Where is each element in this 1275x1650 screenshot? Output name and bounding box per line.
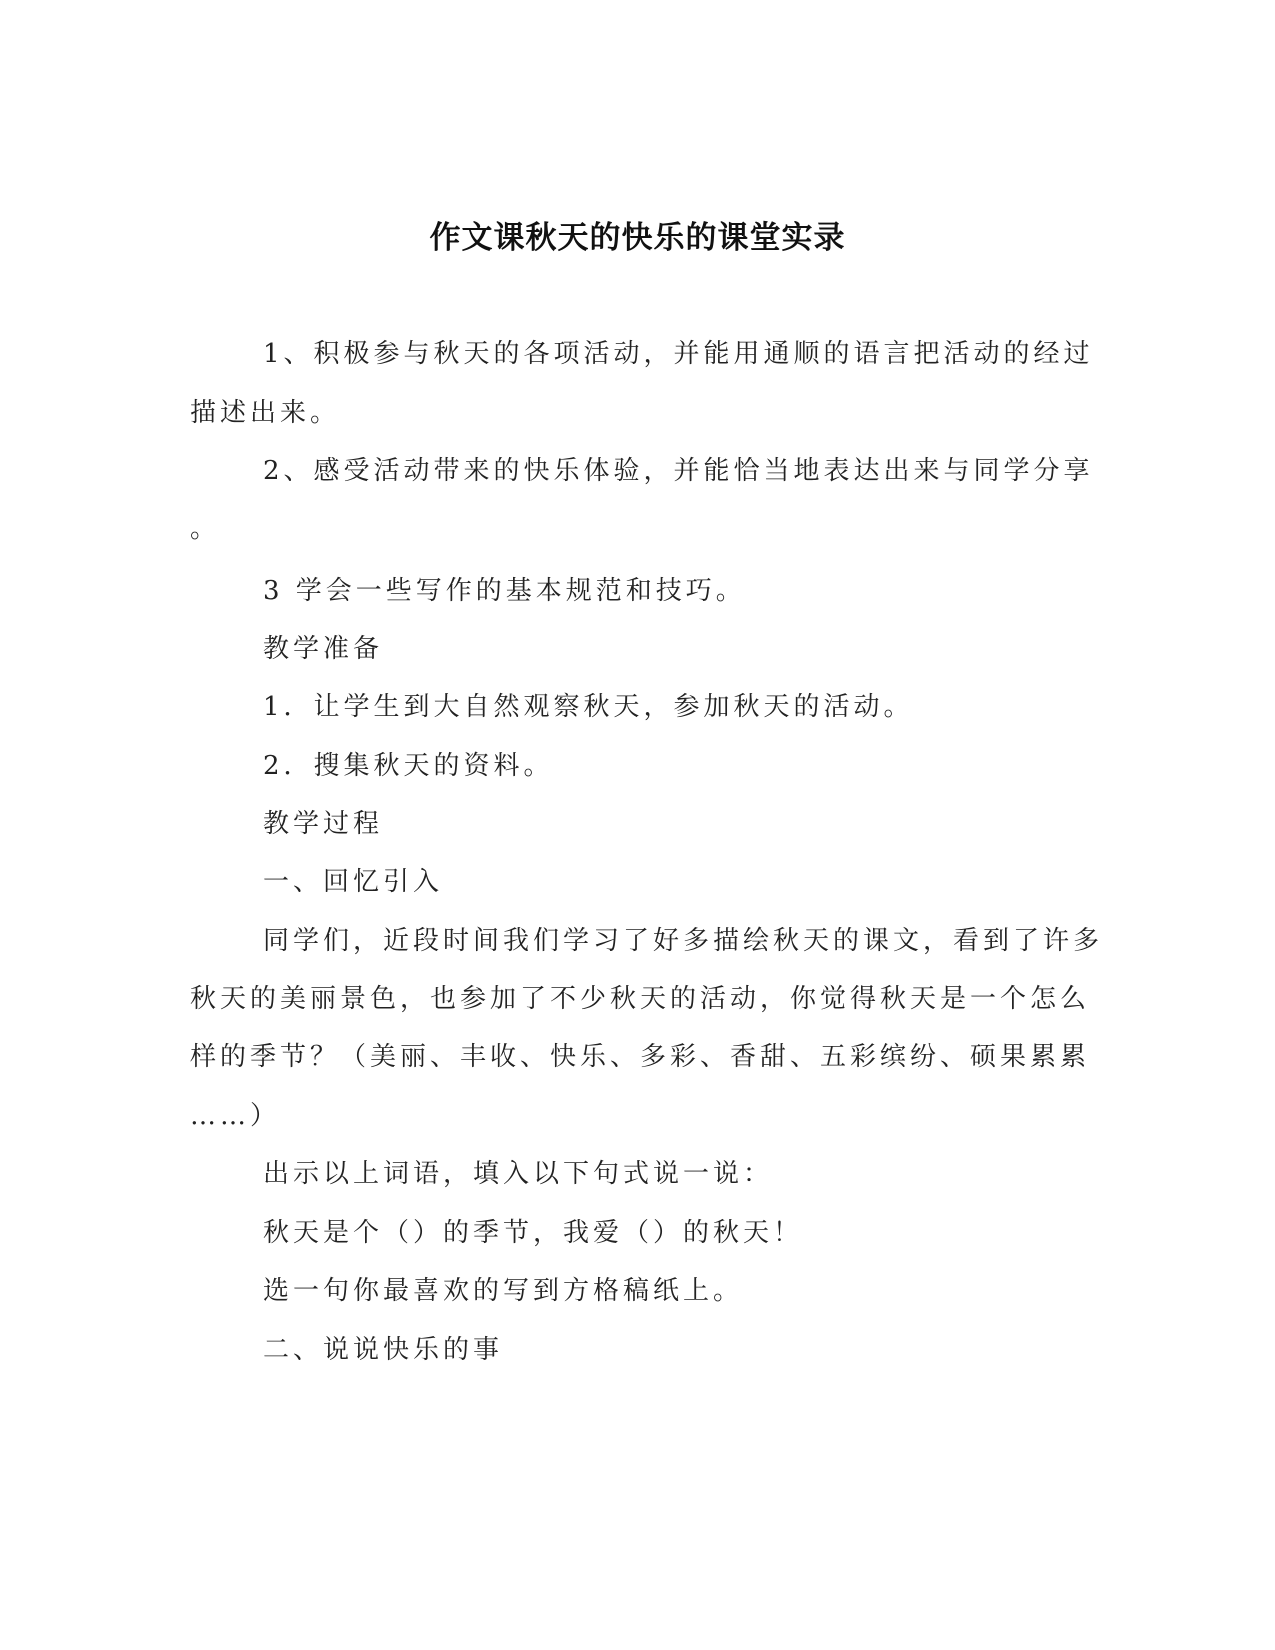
document-title: 作文课秋天的快乐的课堂实录 [429, 220, 846, 256]
paragraph-line: 2．搜集秋天的资料。 [263, 751, 554, 781]
paragraph-line: 秋天是个（）的季节，我爱（）的秋天！ [263, 1218, 804, 1248]
section-heading: 教学过程 [263, 809, 384, 839]
paragraph-line: ……） [190, 1101, 281, 1131]
paragraph-line: 出示以上词语，填入以下句式说一说： [263, 1159, 774, 1189]
section-heading: 二、说说快乐的事 [263, 1335, 504, 1365]
section-heading: 教学准备 [263, 634, 384, 664]
paragraph-line: 同学们，近段时间我们学习了好多描绘秋天的课文，看到了许多 [263, 926, 1104, 956]
paragraph-line: 样的季节？（美丽、丰收、快乐、多彩、香甜、五彩缤纷、硕果累累 [190, 1042, 1091, 1072]
paragraph-line: 。 [190, 514, 221, 544]
section-heading: 一、回忆引入 [263, 867, 444, 897]
paragraph-line: 2、感受活动带来的快乐体验，并能恰当地表达出来与同学分享 [263, 456, 1094, 486]
paragraph-line: 选一句你最喜欢的写到方格稿纸上。 [263, 1276, 744, 1306]
paragraph-line: 1、积极参与秋天的各项活动，并能用通顺的语言把活动的经过 [263, 339, 1094, 369]
paragraph-line: 3 学会一些写作的基本规范和技巧。 [263, 576, 746, 606]
paragraph-line: 描述出来。 [190, 398, 341, 428]
paragraph-line: 秋天的美丽景色，也参加了不少秋天的活动，你觉得秋天是一个怎么 [190, 984, 1091, 1014]
paragraph-line: 1．让学生到大自然观察秋天，参加秋天的活动。 [263, 692, 914, 722]
